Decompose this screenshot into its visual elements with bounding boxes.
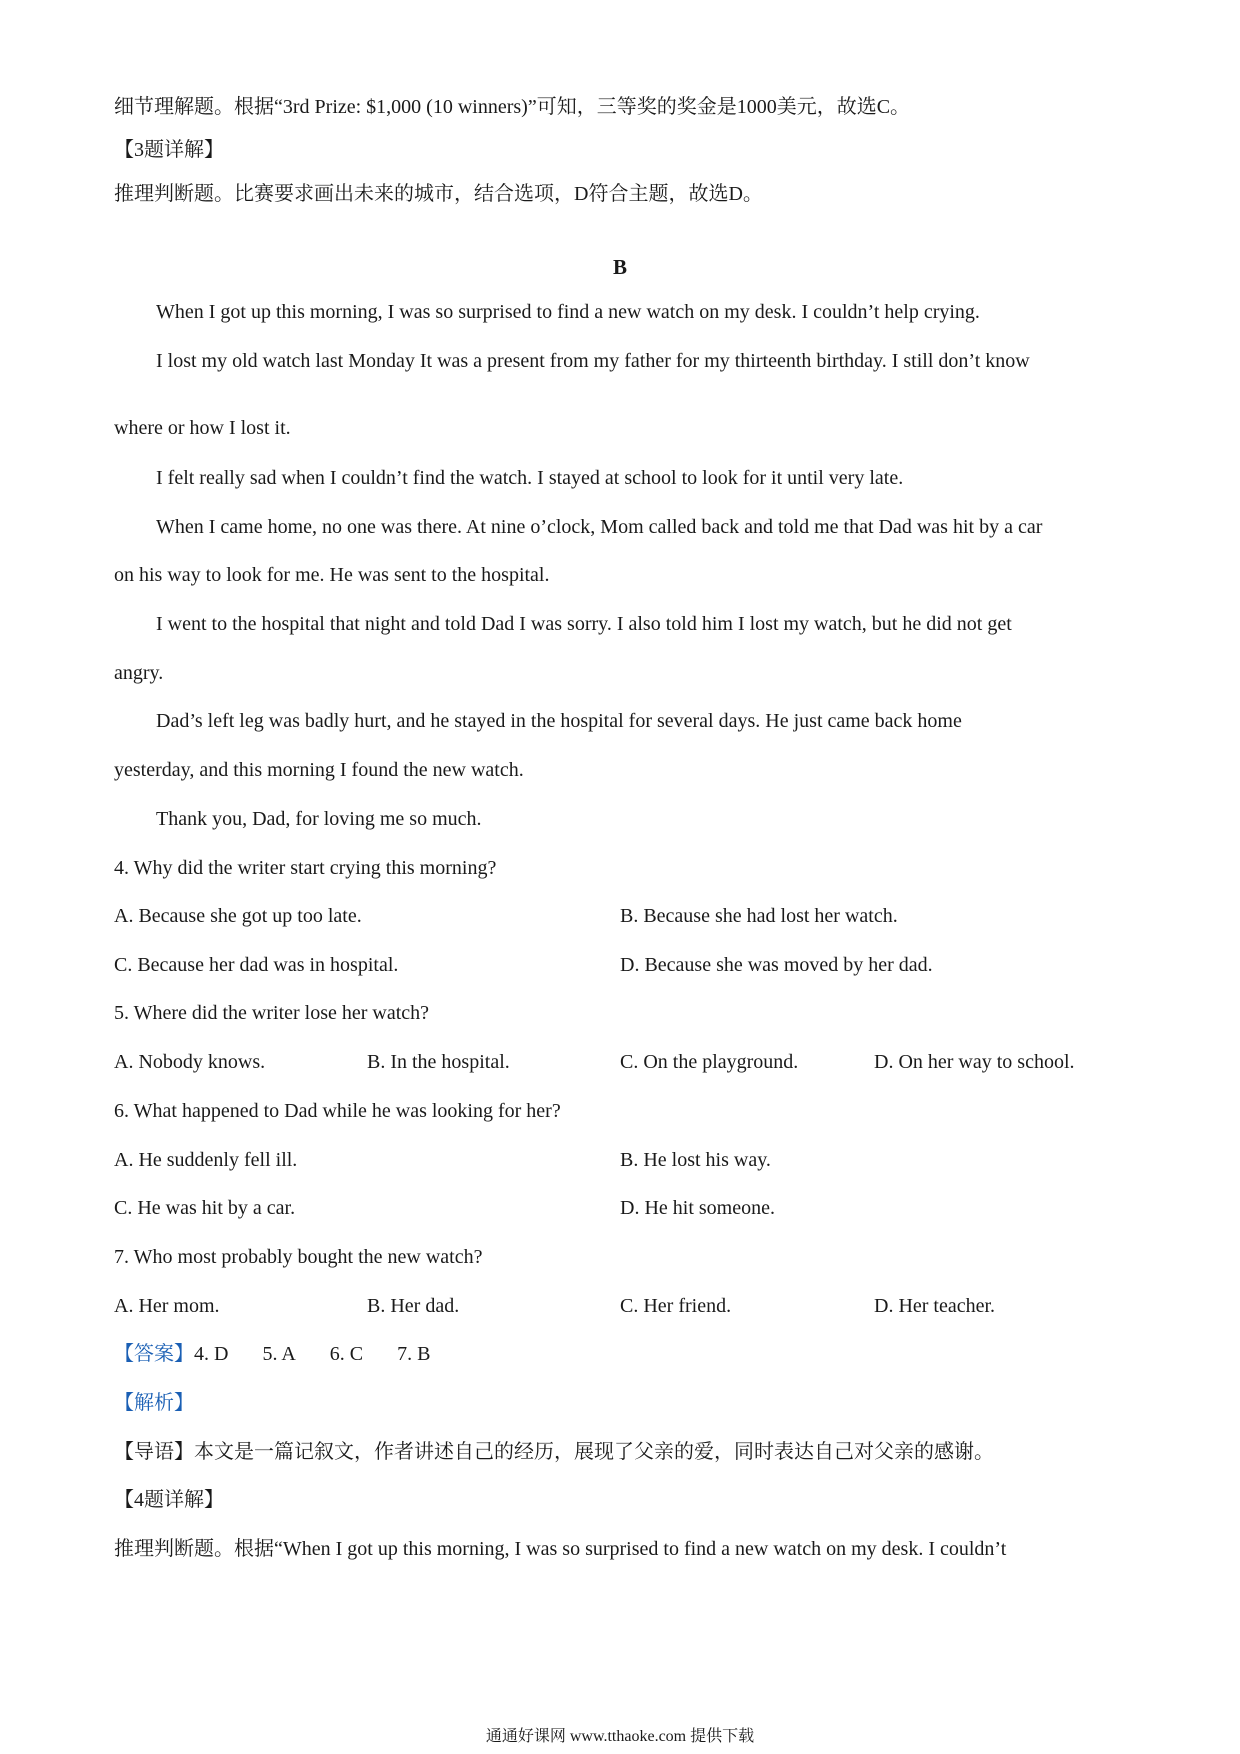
question-7-option-d: D. Her teacher. (874, 1295, 996, 1317)
passage-line: When I got up this morning, I was so surprised to find a new watch on my desk. I couldn’t help crying. (156, 301, 980, 323)
page-footer: 通通好课网 www.tthaoke.com 提供下载 (485, 1728, 755, 1745)
question-5-option-a: A. Nobody knows. (114, 1051, 266, 1073)
section-title: B (612, 255, 627, 279)
analysis-label: 【解析】 (114, 1392, 194, 1414)
passage-line: yesterday, and this morning I found the new watch. (114, 759, 524, 781)
passage-line: on his way to look for me. He was sent to the hospital. (114, 564, 550, 586)
question-5-option-d: D. On her way to school. (874, 1051, 1075, 1073)
detail-heading-q3: 【3题详解】 (114, 139, 224, 161)
question-5: 5. Where did the writer lose her watch? (114, 1002, 430, 1024)
question-4-option-b: B. Because she had lost her watch. (620, 905, 898, 927)
question-6-option-a: A. He suddenly fell ill. (114, 1149, 298, 1171)
question-7-option-b: B. Her dad. (367, 1295, 460, 1317)
answer-line (114, 1340, 464, 1368)
question-4-option-a: A. Because she got up too late. (114, 905, 362, 927)
question-4: 4. Why did the writer start crying this morning? (114, 857, 497, 879)
explanation-line-q4: 推理判断题。根据“When I got up this morning, I was so surprised to find a new watch on my desk. I couldn’t (114, 1538, 1007, 1560)
passage-line: angry. (114, 662, 164, 684)
question-6-option-c: C. He was hit by a car. (114, 1197, 296, 1219)
answer-item: 4. D (194, 1343, 229, 1365)
answer-item: 5. A (262, 1343, 296, 1365)
passage-line: Dad’s left leg was badly hurt, and he stayed in the hospital for several days. He just came back home (156, 710, 962, 732)
passage-line: I felt really sad when I couldn’t find the watch. I stayed at school to look for it until very late. (156, 467, 904, 489)
guide-text: 【导语】本文是一篇记叙文，作者讲述自己的经历，展现了父亲的爱，同时表达自己对父亲的感谢。 (114, 1441, 994, 1463)
passage-line: Thank you, Dad, for loving me so much. (156, 808, 482, 830)
answer-item: 7. B (397, 1343, 431, 1365)
question-5-option-c: C. On the playground. (620, 1051, 799, 1073)
passage-line: I went to the hospital that night and told Dad I was sorry. I also told him I lost my watch, but he did not get (156, 613, 1012, 635)
question-7-option-a: A. Her mom. (114, 1295, 220, 1317)
question-6: 6. What happened to Dad while he was looking for her? (114, 1100, 561, 1122)
explanation-line-q3: 推理判断题。比赛要求画出未来的城市，结合选项，D符合主题，故选D。 (114, 183, 763, 205)
question-7: 7. Who most probably bought the new watch? (114, 1246, 483, 1268)
explanation-line-q2: 细节理解题。根据“3rd Prize: $1,000 (10 winners)”可知，三等奖的奖金是1000美元，故选C。 (114, 96, 911, 118)
answer-label: 【答案】 (114, 1343, 194, 1365)
question-5-option-b: B. In the hospital. (367, 1051, 510, 1073)
question-4-option-c: C. Because her dad was in hospital. (114, 954, 399, 976)
passage-line: I lost my old watch last Monday It was a present from my father for my thirteenth birthday. I still don’t know (156, 350, 1030, 372)
passage-line: where or how I lost it. (114, 417, 291, 439)
question-6-option-b: B. He lost his way. (620, 1149, 771, 1171)
question-4-option-d: D. Because she was moved by her dad. (620, 954, 933, 976)
detail-heading-q4: 【4题详解】 (114, 1489, 224, 1511)
answer-item: 6. C (329, 1343, 364, 1365)
question-6-option-d: D. He hit someone. (620, 1197, 775, 1219)
question-7-option-c: C. Her friend. (620, 1295, 732, 1317)
passage-line: When I came home, no one was there. At nine o’clock, Mom called back and told me that Dad was hit by a car (156, 516, 1043, 538)
